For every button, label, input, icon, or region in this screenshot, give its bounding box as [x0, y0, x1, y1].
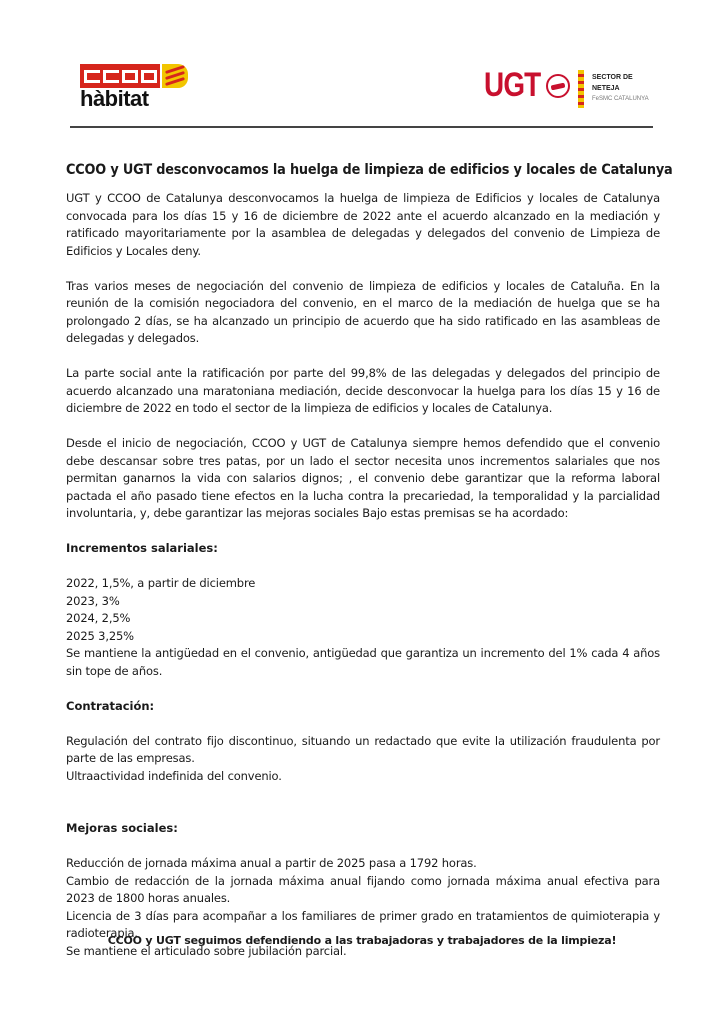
list-item: Se mantiene la antigüedad en el convenio, antigüedad que garantiza un incremento del 1% cada 4 años sin tope de años. [66, 646, 660, 678]
list-item: 2023, 3% [66, 593, 120, 608]
list-item: Reducción de jornada máxima anual a partir de 2025 pasa a 1792 horas. [66, 856, 477, 870]
list-item: 2025 3,25% [66, 628, 134, 643]
list-item: Ultraactividad indefinida del convenio. [66, 768, 282, 783]
paragraph-negotiation: Tras varios meses de negociación del convenio de limpieza de edificios y locales de Cataluña. En la reunión de la comisión negociadora del convenio, en el marco de la mediación de huelga que se ha prolongado 2 días, se ha alcanzado un principio de acuerdo que ha sido ratificado en las asambleas de delegadas y delegados. [66, 278, 660, 345]
section-heading-salary: Incrementos salariales: [66, 541, 218, 555]
section-heading-social: Mejoras sociales: [66, 821, 178, 835]
list-item: 2022, 1,5%, a partir de diciembre [66, 576, 256, 590]
document-body [66, 162, 673, 960]
section-heading-hiring: Contratación: [66, 698, 155, 713]
ccoo-habitat-logo [80, 64, 200, 114]
sector-line-1: SECTOR DE [592, 74, 633, 81]
header-divider [70, 126, 653, 128]
list-item: Licencia de 3 días para acompañar a los familiares de primer grado en tratamientos de quimioterapia y radioterapia. [66, 908, 660, 940]
ugt-wordmark: UGT [484, 66, 541, 104]
document-title: CCOO y UGT desconvocamos la huelga de limpieza de edificios y locales de Catalunya [66, 162, 673, 178]
list-item: Se mantiene el articulado sobre jubilación parcial. [66, 943, 347, 958]
list-item: Cambio de redacción de la jornada máxima anual fijando como jornada máxima anual efectiva para 2023 de 1800 horas anuales. [66, 873, 660, 905]
closing-statement: CCOO y UGT seguimos defendiendo a las trabajadoras y trabajadores de la limpieza! [107, 934, 617, 947]
list-item: Regulación del contrato fijo discontinuo, situando un redactado que evite la utilización fraudulenta por parte de las empresas. [66, 733, 660, 765]
senyera-stripe-icon [578, 70, 584, 108]
senyera-flag-icon [162, 64, 188, 88]
ugt-sector-label [592, 72, 649, 105]
ccoo-wordmark [80, 64, 160, 88]
ugt-sector-neteja-logo [478, 64, 658, 116]
sector-line-2: NETEJA [592, 85, 620, 92]
hiring-list [66, 733, 660, 786]
sector-line-3: FeSMC CATALUNYA [592, 96, 649, 102]
salary-increments-list [66, 575, 660, 680]
list-item: 2024, 2,5% [66, 611, 131, 625]
paragraph-intro: UGT y CCOO de Catalunya desconvocamos la huelga de limpieza de Edificios y locales de Catalunya convocada para los días 15 y 16 de diciembre de 2022 ante el acuerdo alcanzado en la mediación y ratificado mayoritariamente por la asamblea de delegadas y delegados del convenio de Limpieza de Edificios y Locales deny. [66, 191, 660, 258]
paragraph-premises: Desde el inicio de negociación, CCOO y UGT de Catalunya siempre hemos defendido que el convenio debe descansar sobre tres patas, por un lado el sector necesita unos incrementos salariales que nos permitan ganarnos la vida con salarios dignos; , el convenio debe garantizar que la reforma laboral pactada el año pasado tiene efectos en la lucha contra la precariedad, la temporalidad y la parcialidad involuntaria, y, debe garantizar las mejoras sociales Bajo estas premisas se ha acordado: [66, 436, 660, 520]
paragraph-ratification: La parte social ante la ratificación por parte del 99,8% de las delegadas y delegados del principio de acuerdo alcanzado una maratoniana mediación, decide desconvocar la huelga para los días 15 y 16 de diciembre de 2022 en todo el sector de la limpieza de edificios y locales de Catalunya. [66, 366, 660, 415]
ccoo-logo-subtitle: hàbitat [80, 86, 149, 111]
ugt-handshake-emblem-icon [546, 74, 570, 98]
